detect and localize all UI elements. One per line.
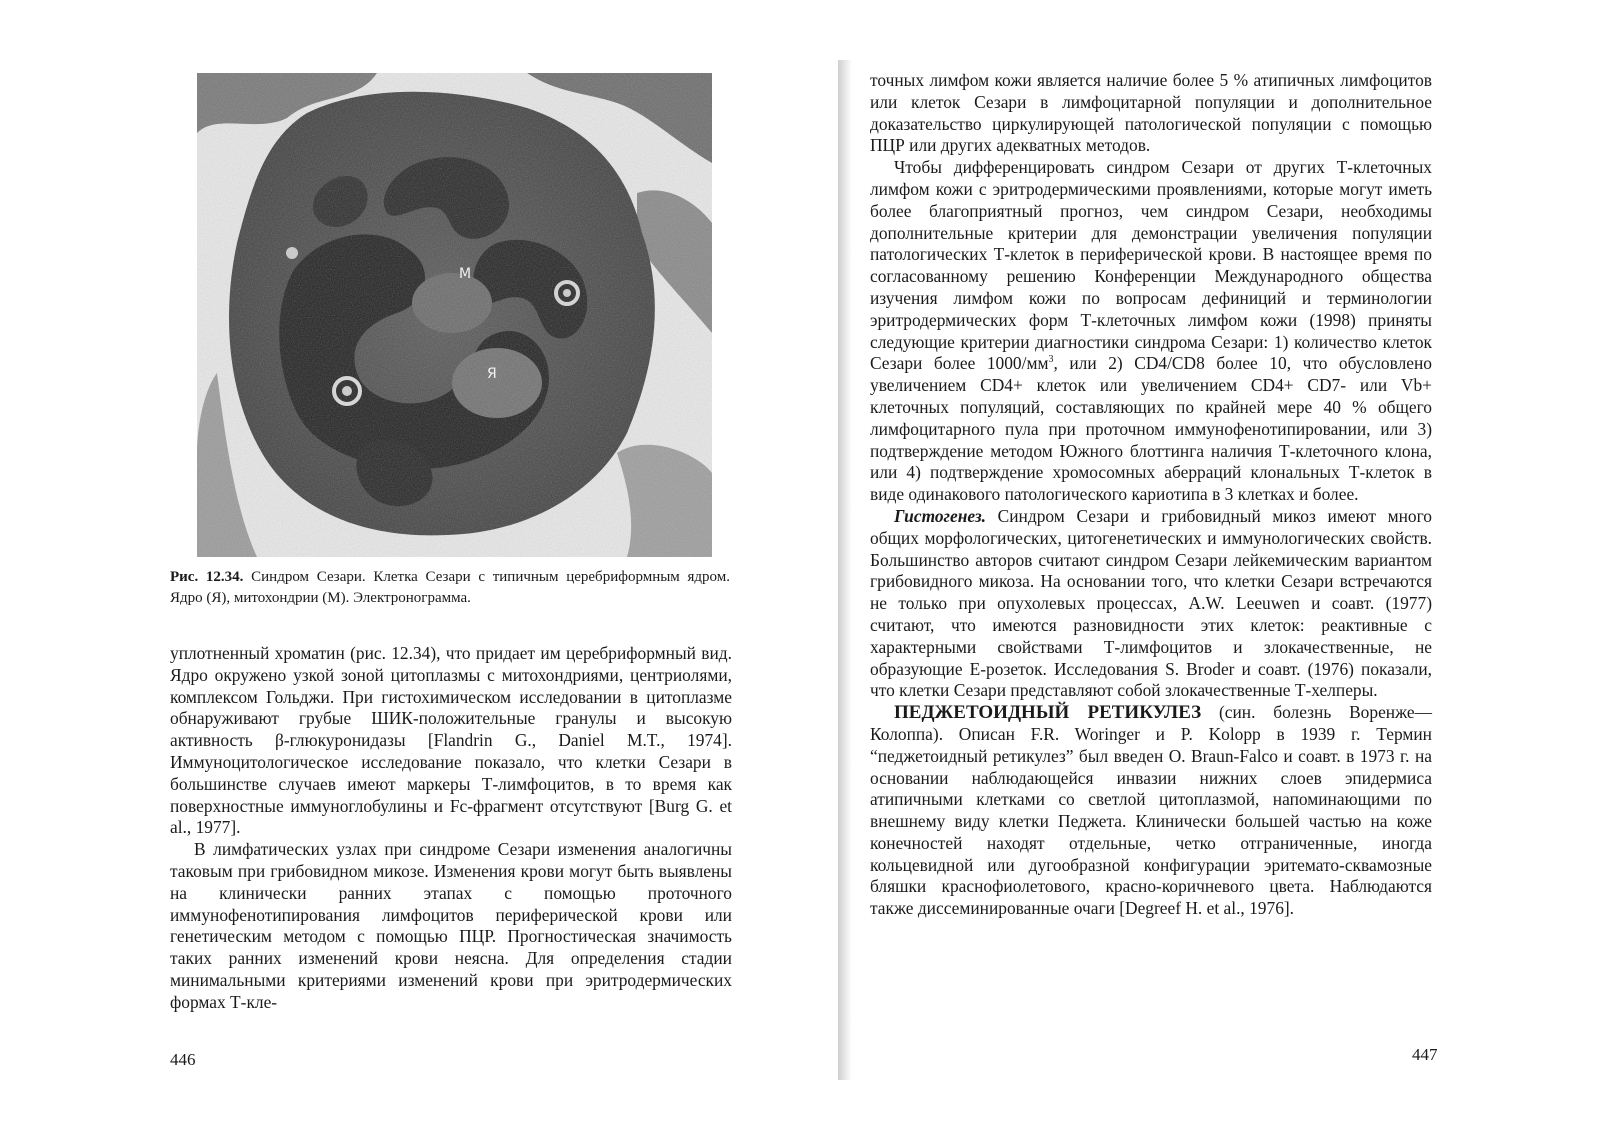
paragraph: В лимфатических узлах при синдроме Сезари изменения аналогичны таковым при грибовидном микозе. Изменения крови могут быть выявлены на клинически ранних этапах с помощью проточного иммунофенотипирования лимфоцитов периферической крови или генетическим методом с помощью ПЦР. Прогностическая значимость таких ранних изменений крови неясна. Для определения стадии минимальными критериями изменений крови при эритродермических формах Т-кле- [170, 839, 732, 1012]
page-number: 446 [170, 1050, 196, 1069]
histogenesis-text: Синдром Сезари и грибовидный микоз имеют много общих морфологических, цитогенетических и иммунологических свойств. Большинство авторов считают синдром Сезари лейкемическим вариантом грибовидного микоза. На основании того, что клетки Сезари встречаются не только при опухолевых процессах, A.W. Leeuwen и соавт. (1977) считают, что имеются разновидности этих клеток: реактивные с характерными свойствами Т-лимфоцитов и злокачественные, не образующие Е-розеток. Исследования S. Broder и соавт. (1976) показали, что клетки Сезари представляют собой злокачественные Т-хелперы. [870, 505, 1432, 701]
section-text: (син. болезнь Воренже—Колоппа). Описан F.R. Woringer и P. Kolopp в 1939 г. Термин “педжетоидный ретикулез” был введен O. Braun-Falco и соавт. в 1973 г. на основании наблюдающейся инвазии нижних слоев эпидермиса атипичными клетками со светлой цитоплазмой, напоминающими по внешнему виду клетки Педжета. Клинически большей частью на коже конечностей находят отдельные, четко отграниченные, иногда кольцевидной или дугообразной конфигурации эритемато-сквамозные бляшки краснофиолетового, красно-коричневого цвета. Наблюдаются также диссеминированные очаги [Degreef H. et al., 1976]. [870, 702, 1432, 919]
page-number: 447 [1412, 1045, 1438, 1064]
section-heading: ПЕДЖЕТОИДНЫЙ РЕТИКУЛЕЗ [894, 702, 1202, 724]
right-body-text [870, 70, 1432, 920]
electron-micrograph [197, 73, 712, 557]
paragraph [870, 702, 1432, 920]
section-lead: Гистогенез. [894, 505, 986, 526]
criteria-text: Чтобы дифференцировать синдром Сезари от других Т-клеточных лимфом кожи с эритродермическими проявлениями, которые могут иметь более благоприятный прогноз, чем синдром Сезари, необходимы дополнительные критерии для демонстрации увеличения популяции патологических Т-клеток в периферической крови. В настоящее время по согласованному решению Конференции Международного общества изучения лимфом кожи по вопросам дефиниций и терминологии эритродермических форм Т-клеточных лимфом кожи (1998) приняты следующие критерии диагностики синдрома Сезари: 1) количество клеток Сезари более 1000/мм [870, 157, 1432, 374]
label-nucleus: Я [487, 366, 497, 382]
figure-caption [170, 567, 730, 609]
left-body-text [170, 643, 732, 1014]
figure-caption-text: Синдром Сезари. Клетка Сезари с типичным церебриформным ядром. Ядро (Я), митохондрии (М). Электронограмма. [170, 569, 731, 606]
figure-number: Рис. 12.34. [170, 569, 244, 585]
paragraph [870, 506, 1432, 702]
left-page [0, 0, 790, 1141]
right-page [800, 0, 1600, 1141]
paragraph [870, 157, 1432, 506]
micrograph-image [197, 73, 712, 557]
label-mitochondria: М [459, 266, 472, 282]
paragraph: точных лимфом кожи является наличие более 5 % атипичных лимфоцитов или клеток Сезари в лимфоцитарной популяции и дополнительное доказательство циркулирующей патологической популяции с помощью ПЦР или других адекватных методов. [870, 70, 1432, 156]
superscript: 3 [1048, 354, 1054, 366]
paragraph: уплотненный хроматин (рис. 12.34), что придает им церебриформный вид. Ядро окружено узкой зоной цитоплазмы с митохондриями, центриолями, комплексом Гольджи. При гистохимическом исследовании в цитоплазме обнаруживают грубые ШИК-положительные гранулы и высокую активность β-глюкуронидазы [Flandrin G., Daniel M.T., 1974]. Иммуноцитологическое исследование показало, что клетки Сезари в большинстве случаев имеют маркеры Т-лимфоцитов, в то время как поверхностные иммуноглобулины и Fc-фрагмент отсутствуют [Burg G. et al., 1977]. [170, 643, 732, 838]
criteria-text-cont: , или 2) CD4/CD8 более 10, что обусловлено увеличением CD4+ клеток или увеличением CD4+ CD7- или Vb+ клеточных популяций, составляющих по крайней мере 40 % общего лимфоцитарного пула при проточном иммунофенотипировании, или 3) подтверждение методом Южного блоттинга наличия Т-клеточного клона, или 4) подтверждение хромосомных аберраций клональных Т-клеток в виде одинакового патологического кариотипа в 3 клетках и более. [870, 353, 1432, 505]
